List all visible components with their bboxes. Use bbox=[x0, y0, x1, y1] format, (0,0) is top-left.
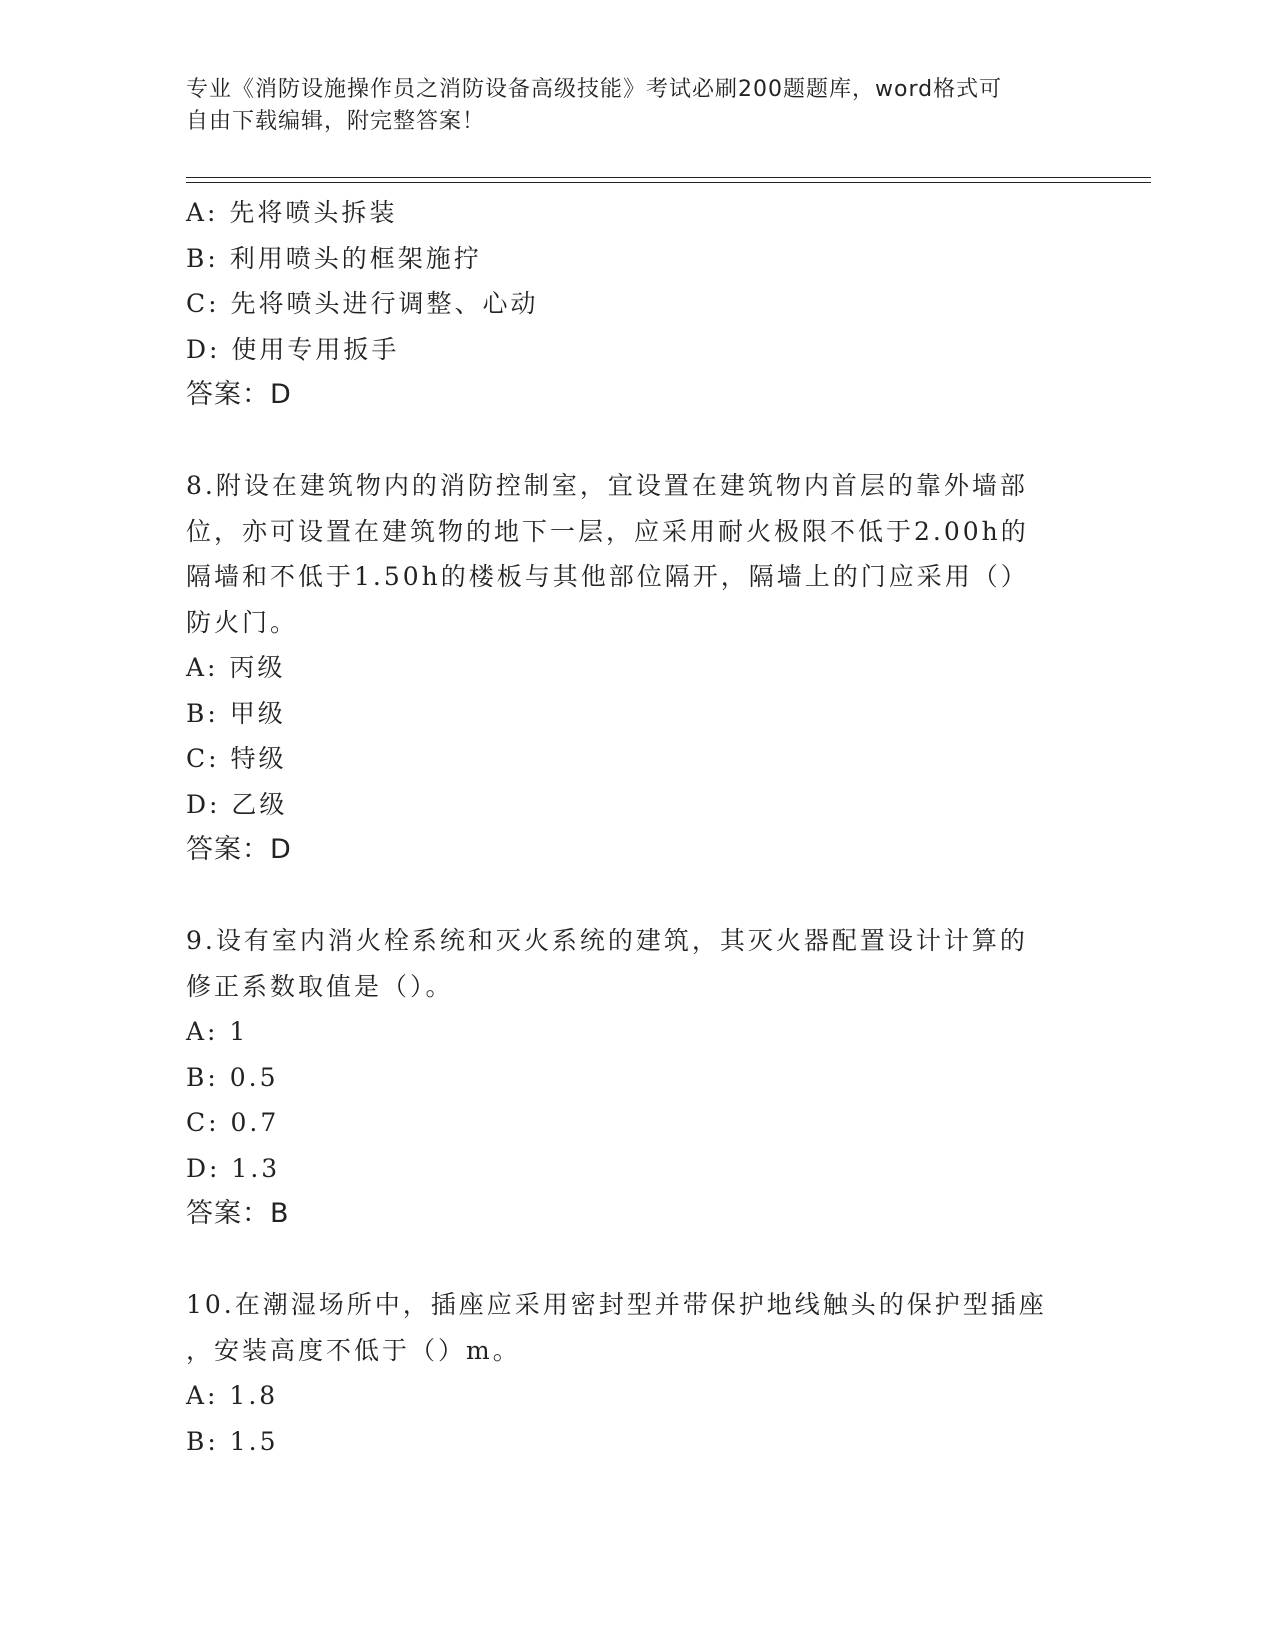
option-b: B: 甲级 bbox=[186, 698, 286, 728]
header-line-2: 自由下载编辑，附完整答案！ bbox=[186, 109, 486, 134]
option-c: C: 0.7 bbox=[186, 1108, 280, 1137]
spacer bbox=[186, 873, 1086, 919]
option-c: C: 特级 bbox=[186, 744, 287, 773]
answer-label: 答案：B bbox=[186, 1198, 290, 1229]
option-c: C: 先将喷头进行调整、心动 bbox=[186, 289, 539, 318]
option-b: B: 0.5 bbox=[186, 1062, 279, 1092]
header-rule-bottom bbox=[186, 182, 1151, 183]
question-text-line: 8.附设在建筑物内的消防控制室，宜设置在建筑物内首层的靠外墙部 bbox=[186, 471, 1028, 500]
spacer bbox=[186, 418, 1086, 464]
option-b: B: 利用喷头的框架施拧 bbox=[186, 243, 482, 273]
question-7 bbox=[186, 190, 1086, 418]
answer-label: 答案：D bbox=[186, 379, 292, 410]
option-a: A: 丙级 bbox=[186, 653, 286, 682]
question-9 bbox=[186, 918, 1086, 1237]
answer-label: 答案：D bbox=[186, 834, 292, 865]
option-a: A: 1.8 bbox=[186, 1381, 279, 1410]
option-a: A: 先将喷头拆装 bbox=[186, 198, 398, 227]
question-text-line: 防火门。 bbox=[186, 607, 299, 637]
question-text-line: 修正系数取值是（）。 bbox=[186, 971, 454, 1001]
option-d: D: 1.3 bbox=[186, 1153, 281, 1183]
question-text-line: ，安装高度不低于（）m。 bbox=[186, 1335, 521, 1365]
option-d: D: 使用专用扳手 bbox=[186, 334, 400, 364]
option-a: A: 1 bbox=[186, 1017, 249, 1046]
question-text-line: 位，亦可设置在建筑物的地下一层，应采用耐火极限不低于2.00h的 bbox=[186, 516, 1029, 546]
question-text-line: 隔墙和不低于1.50h的楼板与其他部位隔开，隔墙上的门应采用（） bbox=[186, 562, 1029, 591]
header-line-1: 专业《消防设施操作员之消防设备高级技能》考试必刷200题题库，word格式可 bbox=[186, 77, 1003, 102]
question-8 bbox=[186, 463, 1086, 873]
option-b: B: 1.5 bbox=[186, 1426, 279, 1456]
question-10 bbox=[186, 1282, 1086, 1464]
question-text-line: 10.在潮湿场所中，插座应采用密封型并带保护地线触头的保护型插座 bbox=[186, 1290, 1047, 1319]
header-rule-top bbox=[186, 177, 1151, 178]
document-header bbox=[186, 74, 1066, 138]
question-text-line: 9.设有室内消火栓系统和灭火系统的建筑，其灭火器配置设计计算的 bbox=[186, 926, 1028, 955]
question-content bbox=[186, 190, 1086, 1464]
option-d: D: 乙级 bbox=[186, 789, 288, 819]
spacer bbox=[186, 1237, 1086, 1283]
